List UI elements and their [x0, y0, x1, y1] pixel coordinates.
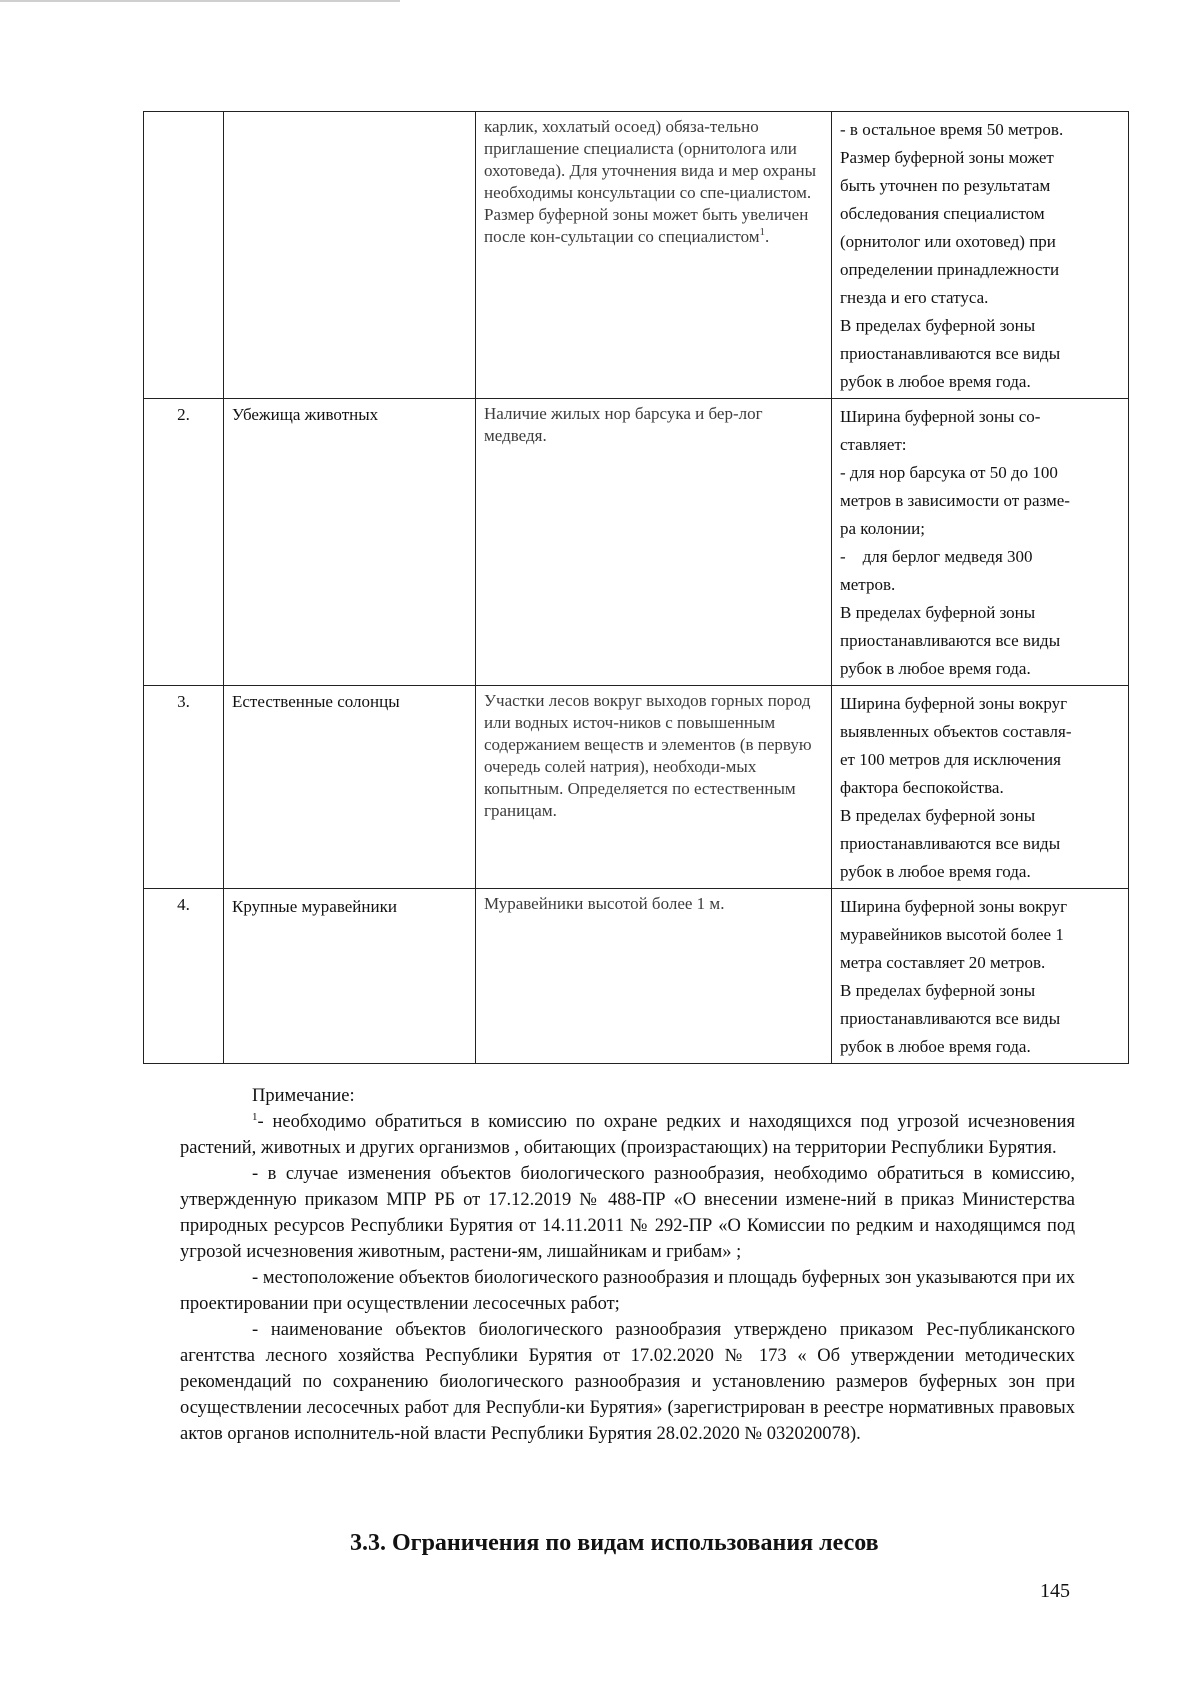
table-row: [144, 112, 1129, 399]
buffer-zone-line: ставляет:: [840, 435, 907, 454]
buffer-zone-line: Ширина буферной зоны вокруг: [840, 694, 1068, 713]
buffer-zone-line: В пределах буферной зоны: [840, 603, 1036, 622]
buffer-zone-line: (орнитолог или охотовед) при: [840, 232, 1056, 251]
object-description: карлик, хохлатый осоед) обяза-тельно приглашение специалиста (орнитолога или охотоведа). Для уточнения вида и мер охраны необходимы консультации со спе-циалистом. Размер буферной зоны может быть увеличен после кон-сультации со специалистом$^1$.: [476, 112, 832, 399]
buffer-zone-line: выявленных объектов составля-: [840, 722, 1072, 741]
buffer-zone-line: приостанавливаются все виды: [840, 344, 1061, 363]
buffer-zone-line: В пределах буферной зоны: [840, 981, 1036, 1000]
buffer-zone-line: обследования специалистом: [840, 204, 1045, 223]
footnote-marker: 1: [759, 226, 766, 238]
buffer-zone-line: гнезда и его статуса.: [840, 288, 989, 307]
buffer-zone-line: приостанавливаются все виды: [840, 834, 1061, 853]
buffer-zone-line: ет 100 метров для исключения: [840, 750, 1061, 769]
buffer-zone-line: Ширина буферной зоны вокруг: [840, 897, 1068, 916]
buffer-zone-cell: [832, 686, 1129, 889]
buffer-zone-line: определении принадлежности: [840, 260, 1060, 279]
notes-section: [180, 1083, 1075, 1447]
buffer-zone-line: быть уточнен по результатам: [840, 176, 1051, 195]
buffer-zone-line: рубок в любое время года.: [840, 659, 1031, 678]
buffer-zone-line: - для нор барсука от 50 до 100: [840, 463, 1058, 482]
buffer-zone-line: фактора беспокойства.: [840, 778, 1004, 797]
notes-title: Примечание:: [252, 1086, 355, 1106]
object-description: Наличие жилых нор барсука и бер-лог медведя.: [476, 399, 832, 686]
buffer-zone-line: В пределах буферной зоны: [840, 316, 1036, 335]
buffer-zone-line: В пределах буферной зоны: [840, 806, 1036, 825]
object-name: Убежища животных: [224, 399, 476, 686]
row-number: [144, 112, 224, 399]
buffer-zone-line: Размер буферной зоны может: [840, 148, 1054, 167]
buffer-zone-cell: [832, 889, 1129, 1064]
buffer-zone-line: рубок в любое время года.: [840, 372, 1031, 391]
row-number: 3.: [144, 686, 224, 889]
section-heading: 3.3. Ограничения по видам использования лесов: [350, 1530, 879, 1556]
buffer-zone-line: Ширина буферной зоны со-: [840, 407, 1041, 426]
buffer-zone-line: - для берлог медведя 300: [840, 547, 1033, 566]
note-paragraph: - наименование объектов биологического разнообразия утверждено приказом Рес-публиканского агентства лесного хозяйства Республики Бурятия от 17.02.2020 № 173 « Об утверждении методических рекомендаций по сохранению биологического разнообразия и установлению размеров буферных зон при осуществлении лесосечных работ для Республи-ки Бурятия» (зарегистрирован в реестре нормативных правовых актов органов исполнитель-ной власти Республики Бурятия 28.02.2020 № 032020078).: [180, 1320, 1075, 1444]
buffer-zone-line: ра колонии;: [840, 519, 925, 538]
object-description: Муравейники высотой более 1 м.: [476, 889, 832, 1064]
table-row: [144, 889, 1129, 1064]
page-number: 145: [1040, 1580, 1070, 1602]
table-row: [144, 399, 1129, 686]
object-name: Крупные муравейники: [224, 889, 476, 1064]
buffer-zone-line: приостанавливаются все виды: [840, 631, 1061, 650]
footnote-marker: 1: [252, 1111, 258, 1123]
buffer-zone-cell: [832, 112, 1129, 399]
buffer-zone-line: приостанавливаются все виды: [840, 1009, 1061, 1028]
scan-edge-line: [0, 0, 400, 2]
row-number: 2.: [144, 399, 224, 686]
buffer-zone-line: муравейников высотой более 1: [840, 925, 1064, 944]
footnote-paragraph: $^1$- необходимо обратиться в комиссию по охране редких и находящихся под угрозой исчезновения растений, животных и других организмов , обитающих (произрастающих) на территории Республики Бурятия.: [180, 1111, 1075, 1158]
note-paragraph: - в случае изменения объектов биологического разнообразия, необходимо обратиться в комиссию, утвержденную приказом МПР РБ от 17.12.2019 № 488-ПР «О внесении измене-ний в приказ Министерства природных ресурсов Республики Бурятия от 14.11.2011 № 292-ПР «О Комиссии по редким и находящимся под угрозой исчезновения животным, растени-ям, лишайникам и грибам» ;: [180, 1164, 1075, 1262]
buffer-zone-line: - в остальное время 50 метров.: [840, 120, 1064, 139]
buffer-zone-line: рубок в любое время года.: [840, 862, 1031, 881]
buffer-zone-line: метра составляет 20 метров.: [840, 953, 1046, 972]
buffer-zone-cell: [832, 399, 1129, 686]
buffer-zone-line: рубок в любое время года.: [840, 1037, 1031, 1056]
object-name: [224, 112, 476, 399]
table-row: [144, 686, 1129, 889]
buffer-zone-line: метров в зависимости от разме-: [840, 491, 1070, 510]
buffer-zone-line: метров.: [840, 575, 896, 594]
biodiversity-objects-table: [143, 111, 1129, 1064]
row-number: 4.: [144, 889, 224, 1064]
object-name: Естественные солонцы: [224, 686, 476, 889]
object-description: Участки лесов вокруг выходов горных пород или водных источ-ников с повышенным содержанием веществ и элементов (в первую очередь солей натрия), необходи-мых копытным. Определяется по естественным границам.: [476, 686, 832, 889]
note-paragraph: - местоположение объектов биологического разнообразия и площадь буферных зон указываются при их проектировании при осуществлении лесосечных работ;: [180, 1268, 1075, 1314]
